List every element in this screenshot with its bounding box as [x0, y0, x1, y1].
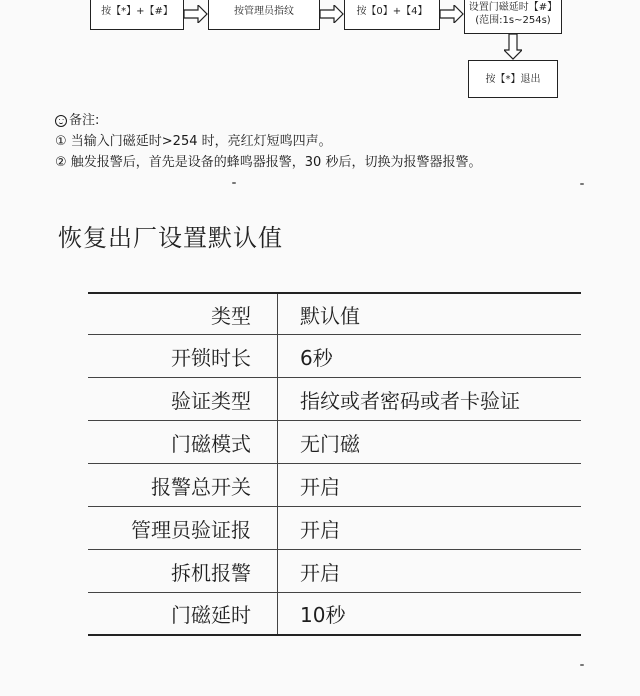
row-default: 开启: [300, 560, 340, 585]
row-type: 拆机报警: [88, 550, 278, 592]
flow-arrow-2: [320, 5, 344, 23]
flow-step-4-line1: 设置门磁延时【#】: [468, 2, 558, 13]
row-type: 门磁模式: [88, 421, 278, 463]
flow-step-3: [344, 0, 440, 30]
flow-step-4: [464, 0, 562, 34]
flow-step-4-line2: (范围:1s~254s): [475, 15, 551, 26]
row-type: 报警总开关: [88, 464, 278, 506]
notes-title: 备注:: [69, 113, 100, 128]
table-header-row: [88, 292, 581, 335]
note-item-2: ② 触发报警后，首先是设备的蜂鸣器报警，30 秒后，切换为报警器报警。: [55, 155, 482, 170]
scan-speck: [580, 664, 584, 666]
section-title: 恢复出厂设置默认值: [58, 224, 283, 252]
row-type: 管理员验证报: [88, 507, 278, 549]
table-row: [88, 464, 581, 507]
row-default: 指纹或者密码或者卡验证: [300, 388, 520, 413]
flow-step-5: [468, 60, 558, 98]
flow-step-1-text: 按【*】+【#】: [101, 5, 173, 17]
notes-title-line: [55, 110, 481, 131]
row-default: 10秒: [300, 603, 346, 627]
row-type: 开锁时长: [88, 335, 278, 377]
table-row: [88, 421, 581, 464]
flow-step-5-text: 按【*】退出: [485, 73, 541, 85]
row-default: 开启: [300, 517, 340, 542]
flow-arrow-1: [184, 5, 208, 23]
note-item-1: ① 当输入门磁延时>254 时，亮红灯短鸣四声。: [55, 134, 332, 149]
table-row: [88, 507, 581, 550]
table-row: [88, 593, 581, 636]
table-row: [88, 550, 581, 593]
header-default: 默认值: [300, 303, 360, 328]
scan-speck: [232, 182, 236, 184]
flow-step-2: [208, 0, 320, 30]
header-type: 类型: [88, 294, 278, 334]
flow-step-1: [90, 0, 184, 30]
flow-arrow-3: [440, 5, 464, 23]
table-row: [88, 378, 581, 421]
table-row: [88, 335, 581, 378]
flow-arrow-4: [504, 34, 522, 60]
row-type: 门磁延时: [88, 593, 278, 634]
flow-step-3-text: 按【0】+【4】: [356, 5, 428, 17]
row-default: 6秒: [300, 345, 333, 370]
scan-speck: [580, 183, 584, 185]
row-default: 无门磁: [300, 431, 360, 456]
row-default: 开启: [300, 474, 340, 499]
smiley-icon: [55, 115, 67, 127]
row-type: 验证类型: [88, 378, 278, 420]
defaults-table: [88, 292, 581, 636]
flow-step-2-text: 按管理员指纹: [234, 5, 294, 17]
notes: [55, 110, 481, 173]
